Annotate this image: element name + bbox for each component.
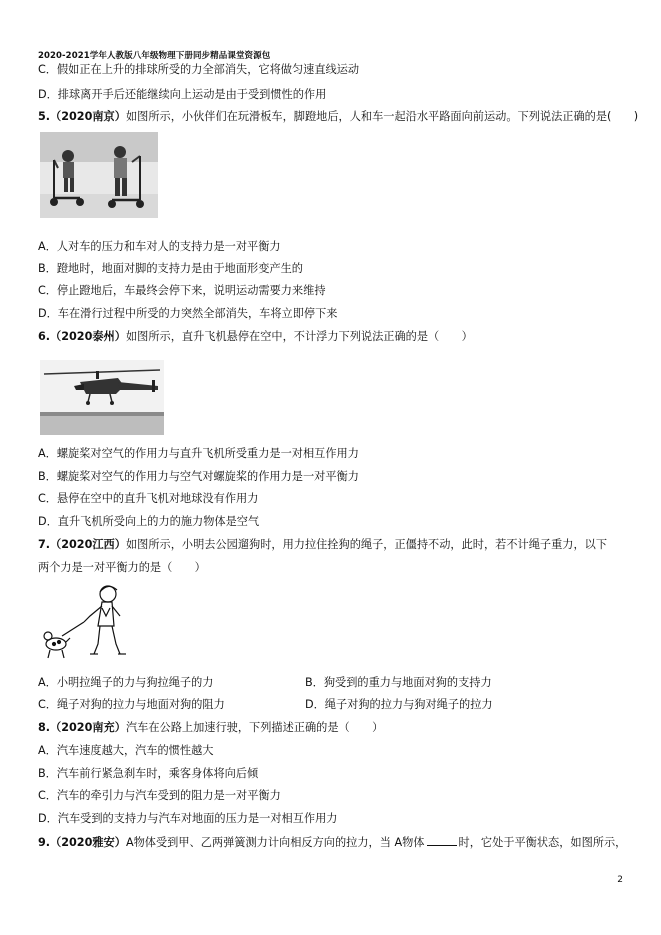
q8-option-a: A．汽车速度越大，汽车的惯性越大 — [38, 744, 214, 757]
q8-option-b: B．汽车前行紧急刹车时，乘客身体将向后倾 — [38, 767, 259, 780]
q8-option-c: C．汽车的牵引力与汽车受到的阻力是一对平衡力 — [38, 789, 281, 802]
question-number: 6. — [38, 330, 51, 343]
question-5-stem — [38, 110, 639, 124]
q7-option-b-text: B．狗受到的重力与地面对狗的支持力 — [305, 676, 492, 689]
q7-option-a — [38, 676, 631, 690]
question-number: 5. — [38, 110, 51, 123]
q6-option-a: A．螺旋桨对空气的作用力与直升飞机所受重力是一对相互作用力 — [38, 447, 359, 460]
question-text: 如图所示，小明去公园遛狗时，用力拉住拴狗的绳子，正僵持不动，此时，若不计绳子重力，以下 — [125, 538, 608, 551]
page-header: 2020-2021学年人教版八年级物理下册同步精品课堂资源包 — [38, 51, 271, 61]
question-source: （2020南京） — [50, 110, 126, 123]
question-text-a: A物体受到甲、乙两弹簧测力计向相反方向的拉力，当 A物体 — [125, 836, 425, 849]
q5-option-b: B．蹬地时，地面对脚的支持力是由于地面形变产生的 — [38, 262, 303, 275]
question-text: 如图所示，小伙伴们在玩滑板车，脚蹬地后，人和车一起沿水平路面向前运动。下列说法正确的是( ) — [125, 110, 639, 123]
q5-option-a: A．人对车的压力和车对人的支持力是一对平衡力 — [38, 240, 281, 253]
question-source: （2020江西） — [50, 538, 126, 551]
q7-option-d-text: D．绳子对狗的拉力与狗对绳子的拉力 — [305, 698, 493, 711]
q7-option-c — [38, 698, 631, 712]
helicopter-photo — [40, 360, 164, 439]
question-number: 8. — [38, 721, 51, 734]
q5-option-d: D．车在滑行过程中所受的力突然全部消失，车将立即停下来 — [38, 307, 338, 320]
q6-option-b: B．螺旋桨对空气的作用力与空气对螺旋桨的作用力是一对平衡力 — [38, 470, 359, 483]
question-7-stem — [38, 538, 631, 552]
q8-option-d: D．汽车受到的支持力与汽车对地面的压力是一对相互作用力 — [38, 812, 338, 825]
question-number: 9. — [38, 836, 51, 849]
question-7-stem-cont: 两个力是一对平衡力的是（ ） — [38, 561, 206, 574]
question-source: （2020南充） — [50, 721, 126, 734]
page-number: 2 — [617, 875, 623, 885]
question-number: 7. — [38, 538, 51, 551]
question-source: （2020泰州） — [50, 330, 126, 343]
q6-option-d: D．直升飞机所受向上的力的施力物体是空气 — [38, 515, 260, 528]
scooter-photo — [40, 132, 158, 222]
question-source: （2020雅安） — [50, 836, 126, 849]
option-d-prev: D．排球离开手后还能继续向上运动是由于受到惯性的作用 — [38, 88, 327, 101]
question-text-b: 时，它处于平衡状态，如图所示， — [458, 836, 627, 849]
option-c-prev: C．假如正在上升的排球所受的力全部消失，它将做匀速直线运动 — [38, 63, 360, 76]
question-text: 汽车在公路上加速行驶，下列描述正确的是（ ） — [125, 721, 384, 734]
q7-option-a-text: A．小明拉绳子的力与狗拉绳子的力 — [38, 676, 214, 689]
question-9-stem — [38, 835, 631, 850]
q7-option-c-text: C．绳子对狗的拉力与地面对狗的阻力 — [38, 698, 225, 711]
answer-blank — [427, 835, 457, 846]
q6-option-c: C．悬停在空中的直升飞机对地球没有作用力 — [38, 492, 259, 505]
question-6-stem — [38, 330, 631, 344]
question-text: 如图所示，直升飞机悬停在空中，不计浮力下列说法正确的是（ ） — [125, 330, 473, 343]
q5-option-c: C．停止蹬地后，车最终会停下来，说明运动需要力来维持 — [38, 284, 326, 297]
boy-walking-dog-drawing — [40, 582, 140, 674]
question-8-stem — [38, 721, 631, 735]
